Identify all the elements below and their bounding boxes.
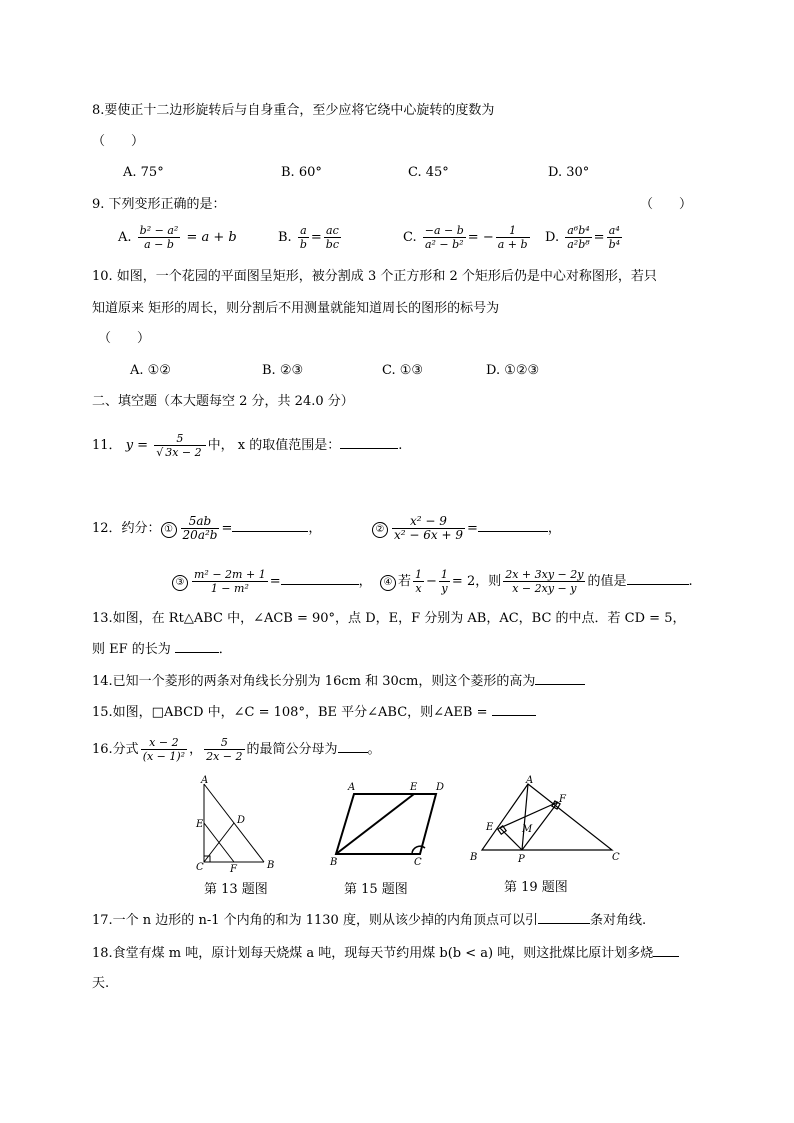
q12-frac3: $\frac{\text{m² − 2m + 1}}{\text{1 − m²}}$ [194, 568, 266, 595]
q12-frac1: $\frac{5ab}{\text{20a²b}}$ [182, 514, 218, 542]
q9-option-c [403, 224, 532, 251]
q9-a-label: A. [118, 230, 132, 245]
q12-blank-1[interactable] [232, 531, 308, 532]
q16-comma: ， [189, 742, 203, 757]
q16-post: 的最简公分母为 [246, 742, 338, 757]
q11-answer-blank[interactable] [340, 448, 398, 449]
q10-option-d: D. ①②③ [486, 363, 540, 378]
q12-circle-3: ③ [172, 575, 188, 591]
fig19-label-f: F [559, 794, 566, 805]
q13-line1: 13.如图，在 Rt△ABC 中，∠ACB = 90°，点 D，E，F 分别为 AB，AC，BC 的中点．若 CD = 5， [92, 611, 686, 626]
q12-if: 若 [398, 574, 412, 589]
q9-b-frac1: $\frac{a}{b}$ [299, 224, 307, 251]
q16-frac2: $\frac{5}{2x - 2}$ [206, 736, 243, 763]
q16-answer-blank[interactable] [338, 752, 368, 753]
q12-blank-3[interactable] [281, 584, 359, 585]
q10-line1: 10. 如图，一个花园的平面图呈矩形，被分割成 3 个正方形和 2 个矩形后仍是中心对称图形，若只 [92, 269, 657, 284]
caption-15: 第 15 题图 [344, 882, 408, 897]
q16-pre: 16.分式 [92, 742, 139, 757]
q12-dot: . [688, 574, 693, 589]
q12-eq3: = [269, 574, 281, 589]
fig19-label-b: B [470, 852, 478, 863]
q13-text: 则 EF 的长为 [92, 642, 171, 657]
fig15-segment-be [336, 794, 414, 854]
q13-answer-blank[interactable] [175, 652, 219, 653]
q9-d-frac1: $\frac{\text{a⁶b⁴}}{\text{a²b⁸}}$ [567, 224, 590, 251]
q12-comma1: ， [308, 521, 322, 536]
fig15-parallelogram [336, 794, 436, 854]
fig13-label-c: C [196, 862, 204, 873]
q12-eq1: = [221, 521, 233, 536]
q12-comma2: ， [547, 521, 561, 536]
fig19-label-m: M [522, 824, 533, 835]
q8-paren: （ ） [92, 134, 145, 149]
q12-circle-1: ① [161, 522, 177, 538]
q17-pre: 17.一个 n 边形的 n-1 个内角的和为 1130 度，则从该少掉的内角顶点可以引 [92, 913, 538, 928]
q15 [92, 704, 536, 722]
q12-circle-4: ④ [380, 575, 396, 591]
q12-row2 [172, 568, 372, 595]
q10-line2: 知道原来 矩形的周长，则分割后不用测量就能知道周长的图形的标号为 [92, 301, 500, 316]
q11-text: 中， x 的取值范围是： [207, 438, 341, 453]
q10-paren: （ ） [98, 331, 151, 346]
fig19-label-c: C [612, 852, 620, 863]
sqrt-symbol: √ 3x − 2 [156, 446, 202, 459]
q12-blank-4[interactable] [627, 584, 689, 585]
q9-option-d [545, 224, 624, 251]
q13-line2 [92, 641, 232, 659]
q10-option-b: B. ②③ [262, 363, 304, 378]
q12-g3: $\frac{2x + 3xy - 2y}{x - 2xy - y}$ [505, 568, 584, 595]
fig15-label-e: E [410, 782, 418, 793]
q12-frac2: $\frac{\text{x² − 9}}{\text{x² − 6x + 9}}$ [394, 514, 463, 542]
q12-blank-2[interactable] [478, 531, 548, 532]
q8-stem: 8.要使正十二边形旋转后与自身重合，至少应将它绕中心旋转的度数为 [92, 103, 495, 118]
fig19-label-p: P [518, 854, 525, 864]
q12-number: 12．约分： [92, 521, 161, 536]
caption-19: 第 19 题图 [504, 880, 568, 895]
q10-option-a: A. ①② [130, 363, 171, 378]
figure-15 [326, 778, 450, 868]
q8-option-b: B. 60° [281, 165, 322, 180]
q8-option-a: A. 75° [123, 165, 164, 180]
q18-line2: 天. [92, 976, 110, 991]
q9-c-eq: = − [467, 230, 494, 245]
fig19-label-e: E [486, 822, 494, 833]
figure-19 [462, 772, 626, 864]
q14-answer-blank[interactable] [535, 684, 585, 685]
q15-text: 15.如图，□ABCD 中，∠C = 108°，BE 平分∠ABC，则∠AEB = [92, 705, 488, 720]
fig13-label-e: E [196, 819, 204, 830]
q17 [92, 912, 646, 930]
q17-answer-blank[interactable] [538, 923, 590, 924]
q9-a-rhs: = a + b [186, 230, 237, 245]
q12-row1b [372, 515, 561, 542]
q12-tail: 的值是 [587, 574, 627, 589]
q9-a-frac: $\frac{\text{b² − a²}}{a - b}$ [139, 224, 179, 251]
q18-answer-blank[interactable] [653, 956, 679, 957]
q18-text: 18.食堂有煤 m 吨，原计划每天烧煤 a 吨，现每天节约用煤 b(b < a) 吨，则这批煤比原计划多烧 [92, 946, 654, 961]
q12-condition: = 2，则 [451, 574, 502, 589]
q9-d-frac2: $\frac{\text{a⁴}}{\text{b⁴}}$ [608, 224, 621, 251]
fig15-label-d: D [436, 782, 445, 793]
q9-c-frac1: $\frac{-a - b}{\text{a² − b²}}$ [424, 224, 464, 251]
q16-frac1: $\frac{x - 2}{\text{(x − 1)²}}$ [142, 736, 186, 763]
q12-circle-2: ② [372, 522, 388, 538]
figure-13 [190, 774, 280, 874]
q11-y: y = [125, 438, 149, 453]
q12-row2b: ④ 若 $\frac{1}{x}$ − $\frac{1}{y}$ = 2，则 $\frac{2x + 3xy - 2y}{x - 2xy - y}$ 的值是 . [380, 568, 693, 595]
q9-c-frac2: $\frac{1}{a + b}$ [497, 224, 528, 251]
q11-frac: $\frac{5}{√ 3x - 2}$ [154, 432, 205, 459]
q9-b-frac2: $\frac{ac}{bc}$ [325, 224, 339, 251]
q12-g1: $\frac{1}{x}$ [415, 568, 423, 595]
q9-stem: 9. 下列变形正确的是： [92, 197, 226, 212]
fig13-label-a: A [201, 775, 209, 786]
caption-13: 第 13 题图 [204, 882, 268, 897]
section-title: 二、填空题（本大题每空 2 分，共 24.0 分） [92, 394, 354, 409]
q17-post: 条对角线. [589, 913, 647, 928]
q9-paren: （ ） [640, 197, 693, 212]
q16 [92, 736, 381, 763]
fig15-label-b: B [330, 857, 338, 868]
q12-comma3: ， [358, 574, 372, 589]
fig13-label-f: F [230, 864, 237, 874]
q11: 11． y = $\frac{5}{√ 3x - 2}$ 中， x 的取值范围是： . [92, 432, 403, 459]
q10-option-c: C. ①③ [382, 363, 424, 378]
q9-b-eq: = [310, 230, 322, 245]
q14-text: 14.已知一个菱形的两条对角线长分别为 16cm 和 30cm，则这个菱形的高为 [92, 674, 536, 689]
q11-number: 11． [92, 438, 122, 453]
q12-row1 [92, 515, 321, 542]
q12-g2: $\frac{1}{y}$ [440, 568, 448, 595]
fig13-label-d: D [237, 815, 246, 826]
q12-eq2: = [466, 521, 478, 536]
q9-d-label: D. [545, 230, 560, 245]
q18-line1 [92, 945, 679, 963]
q9-c-label: C. [403, 230, 417, 245]
fig15-label-c: C [414, 857, 422, 868]
q13-dot: ． [218, 642, 232, 657]
q8-option-c: C. 45° [408, 165, 449, 180]
q15-answer-blank[interactable] [492, 715, 536, 716]
q8-option-d: D. 30° [548, 165, 590, 180]
q14 [92, 673, 585, 691]
fig15-label-a: A [348, 782, 356, 793]
q9-b-label: B. [278, 230, 292, 245]
q9-d-eq: = [593, 230, 605, 245]
fig13-label-b: B [267, 860, 275, 871]
q9-option-a [118, 224, 237, 251]
fig19-segment-pe [500, 828, 522, 850]
fig15-angle-c [412, 846, 425, 854]
fig19-label-a: A [526, 775, 534, 786]
q16-end: 。 [367, 742, 381, 757]
q9-option-b [278, 224, 343, 251]
